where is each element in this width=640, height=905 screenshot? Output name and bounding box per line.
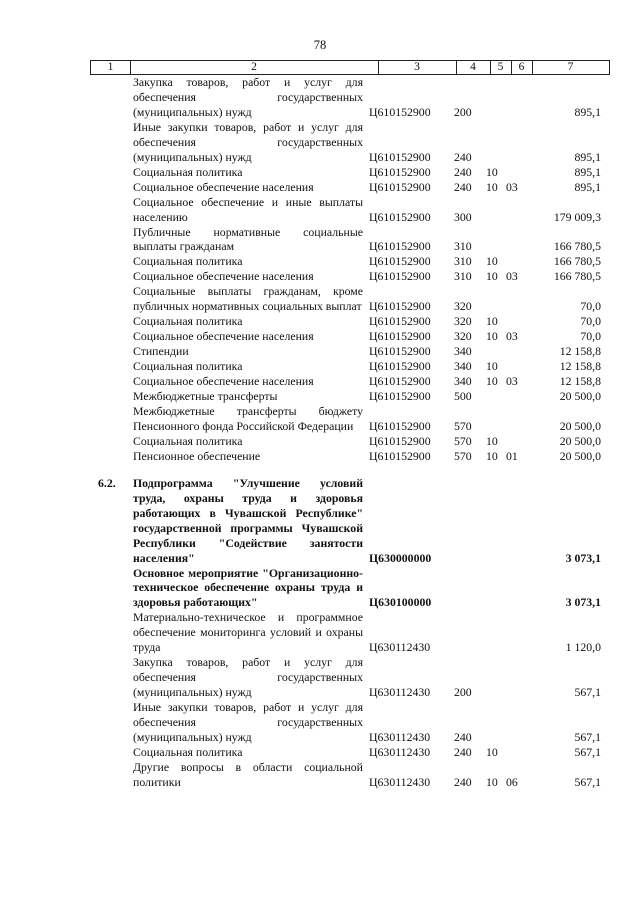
row-amount: 20 500,0 — [559, 418, 601, 433]
row-amount: 895,1 — [574, 179, 601, 194]
row-code: Ц610152900 — [369, 448, 431, 463]
table-row — [0, 655, 640, 700]
row-col-5: 10 — [486, 164, 498, 179]
row-code: Ц610152900 — [369, 418, 431, 433]
row-amount: 1 120,0 — [565, 640, 601, 655]
row-code: Ц610152900 — [369, 179, 431, 194]
row-code: Ц610152900 — [369, 239, 431, 254]
row-col-5: 10 — [486, 254, 498, 269]
row-description: Социальное обеспечение населения — [133, 374, 314, 389]
row-description: Социальная политика — [133, 254, 243, 269]
row-code: Ц630112430 — [369, 744, 431, 759]
table-row — [0, 284, 640, 314]
table-row — [0, 760, 640, 790]
row-col-5: 10 — [486, 744, 498, 759]
row-code: Ц610152900 — [369, 104, 431, 119]
row-description: Стипендии — [133, 344, 189, 359]
row-description: Социальная политика — [133, 359, 243, 374]
row-amount: 895,1 — [574, 164, 601, 179]
row-col-4: 310 — [454, 269, 472, 284]
row-amount: 20 500,0 — [559, 448, 601, 463]
row-description: Межбюджетные трансферты бюджету Пенсионного фонда Российской Федерации — [133, 403, 363, 433]
row-code: Ц610152900 — [369, 254, 431, 269]
table-row — [0, 225, 640, 255]
table-row — [0, 195, 640, 225]
row-code: Ц610152900 — [369, 149, 431, 164]
row-description: Закупка товаров, работ и услуг для обеспечения государственных (муниципальных) нужд — [133, 655, 363, 700]
row-col-4: 570 — [454, 433, 472, 448]
row-col-4: 320 — [454, 329, 472, 344]
row-col-4: 340 — [454, 344, 472, 359]
header-col-7: 7 — [567, 61, 574, 73]
table-body — [0, 75, 640, 790]
table-row — [0, 359, 640, 374]
row-description: Основное мероприятие "Организационно-техническое обеспечение охраны труда и здоровья работающих" — [133, 565, 363, 610]
row-code: Ц630112430 — [369, 729, 431, 744]
row-col-4: 240 — [454, 179, 472, 194]
row-code: Ц630112430 — [369, 774, 431, 789]
table-row — [0, 449, 640, 464]
row-col-4: 500 — [454, 389, 472, 404]
row-code: Ц610152900 — [369, 329, 431, 344]
row-description: Социальная политика — [133, 164, 243, 179]
row-col-6: 01 — [506, 448, 518, 463]
row-col-4: 570 — [454, 448, 472, 463]
row-col-5: 10 — [486, 774, 498, 789]
table-row — [0, 745, 640, 760]
row-code: Ц610152900 — [369, 344, 431, 359]
row-description: Социальное обеспечение населения — [133, 179, 314, 194]
table-header — [90, 60, 610, 75]
header-col-4: 4 — [456, 61, 491, 74]
row-col-4: 240 — [454, 744, 472, 759]
row-description: Социальная политика — [133, 314, 243, 329]
header-col-1: 1 — [91, 61, 131, 74]
row-description: Иные закупки товаров, работ и услуг для обеспечения государственных (муниципальных) нужд — [133, 119, 363, 164]
row-col-5: 10 — [486, 433, 498, 448]
section-gap — [0, 464, 640, 476]
row-col-4: 240 — [454, 164, 472, 179]
table-row — [0, 120, 640, 165]
table-row — [0, 75, 640, 120]
row-amount: 895,1 — [574, 104, 601, 119]
row-code: Ц610152900 — [369, 299, 431, 314]
row-col-4: 340 — [454, 374, 472, 389]
row-col-4: 320 — [454, 299, 472, 314]
row-col-6: 06 — [506, 774, 518, 789]
row-code: Ц610152900 — [369, 209, 431, 224]
row-amount: 895,1 — [574, 149, 601, 164]
row-code: Ц610152900 — [369, 374, 431, 389]
table-row — [0, 314, 640, 329]
table-row — [0, 434, 640, 449]
row-description: Социальное обеспечение населения — [133, 269, 314, 284]
row-amount: 12 158,8 — [559, 374, 601, 389]
row-code: Ц610152900 — [369, 359, 431, 374]
row-description: Другие вопросы в области социальной политики — [133, 759, 363, 789]
row-code: Ц610152900 — [369, 389, 431, 404]
row-amount: 12 158,8 — [559, 359, 601, 374]
row-amount: 3 073,1 — [565, 550, 601, 565]
row-description: Публичные нормативные социальные выплаты гражданам — [133, 224, 363, 254]
row-description: Социальная политика — [133, 433, 243, 448]
header-col-2: 2 — [130, 61, 379, 74]
row-number: 6.2. — [98, 475, 116, 490]
row-description: Социальная политика — [133, 744, 243, 759]
table-row — [0, 165, 640, 180]
table-row — [0, 344, 640, 359]
table-row — [0, 269, 640, 284]
row-amount: 166 780,5 — [553, 269, 601, 284]
row-amount: 70,0 — [580, 314, 601, 329]
row-col-5: 10 — [486, 269, 498, 284]
row-col-4: 240 — [454, 774, 472, 789]
table-row — [0, 374, 640, 389]
row-amount: 20 500,0 — [559, 389, 601, 404]
row-code: Ц610152900 — [369, 433, 431, 448]
row-col-4: 200 — [454, 685, 472, 700]
row-amount: 3 073,1 — [565, 595, 601, 610]
row-description: Пенсионное обеспечение — [133, 448, 261, 463]
header-col-3: 3 — [378, 61, 457, 74]
row-col-5: 10 — [486, 359, 498, 374]
row-description: Социальное обеспечение населения — [133, 329, 314, 344]
header-col-6: 6 — [511, 61, 533, 74]
table-row — [0, 254, 640, 269]
row-description: Иные закупки товаров, работ и услуг для обеспечения государственных (муниципальных) нужд — [133, 700, 363, 744]
page-number: 78 — [313, 38, 327, 52]
row-col-6: 03 — [506, 329, 518, 344]
table-row — [0, 610, 640, 655]
table-row — [0, 404, 640, 434]
row-amount: 179 009,3 — [553, 209, 601, 224]
row-col-5: 10 — [486, 374, 498, 389]
row-col-5: 10 — [486, 314, 498, 329]
row-amount: 567,1 — [574, 685, 601, 700]
row-code: Ц610152900 — [369, 269, 431, 284]
row-code: Ц610152900 — [369, 314, 431, 329]
row-col-6: 03 — [506, 179, 518, 194]
row-description: Подпрограмма "Улучшение условий труда, охраны труда и здоровья работающих в Чувашской Республике" государственной программы Чувашской Республики "Содействие занятости населения" — [133, 475, 363, 565]
row-amount: 166 780,5 — [553, 239, 601, 254]
row-amount: 20 500,0 — [559, 433, 601, 448]
row-code: Ц630100000 — [369, 595, 432, 610]
table-row — [0, 476, 640, 566]
row-code: Ц630112430 — [369, 640, 431, 655]
row-amount: 12 158,8 — [559, 344, 601, 359]
row-col-4: 570 — [454, 418, 472, 433]
row-col-4: 300 — [454, 209, 472, 224]
row-amount: 166 780,5 — [553, 254, 601, 269]
row-col-4: 340 — [454, 359, 472, 374]
row-amount: 567,1 — [574, 729, 601, 744]
row-description: Закупка товаров, работ и услуг для обеспечения государственных (муниципальных) нужд — [133, 75, 363, 119]
row-amount: 70,0 — [580, 329, 601, 344]
row-col-4: 310 — [454, 239, 472, 254]
table-row — [0, 389, 640, 404]
row-col-5: 10 — [486, 448, 498, 463]
table-row — [0, 329, 640, 344]
table-row — [0, 566, 640, 611]
table-row — [0, 180, 640, 195]
row-col-6: 03 — [506, 269, 518, 284]
row-amount: 567,1 — [574, 774, 601, 789]
row-col-4: 240 — [454, 729, 472, 744]
table-row — [0, 700, 640, 745]
row-col-6: 03 — [506, 374, 518, 389]
header-col-5: 5 — [490, 61, 512, 74]
row-code: Ц610152900 — [369, 164, 431, 179]
row-col-4: 240 — [454, 149, 472, 164]
row-code: Ц630000000 — [369, 550, 432, 565]
row-amount: 567,1 — [574, 744, 601, 759]
row-col-5: 10 — [486, 179, 498, 194]
row-col-4: 310 — [454, 254, 472, 269]
row-code: Ц630112430 — [369, 685, 431, 700]
row-description: Социальные выплаты гражданам, кроме публичных нормативных социальных выплат — [133, 284, 363, 314]
row-description: Материально-техническое и программное обеспечение мониторинга условий и охраны труда — [133, 610, 363, 655]
row-col-4: 320 — [454, 314, 472, 329]
row-description: Социальное обеспечение и иные выплаты населению — [133, 194, 363, 224]
row-description: Межбюджетные трансферты — [133, 389, 278, 404]
row-col-5: 10 — [486, 329, 498, 344]
row-amount: 70,0 — [580, 299, 601, 314]
row-col-4: 200 — [454, 104, 472, 119]
